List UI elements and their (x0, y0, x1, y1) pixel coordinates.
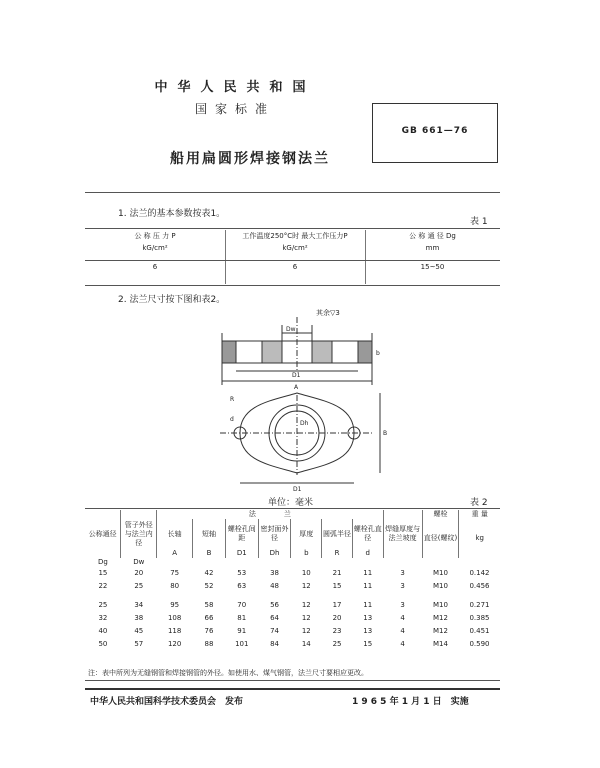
table-cell: 15 (363, 640, 373, 648)
table-2-header-thk: 厚度 (291, 519, 322, 549)
table-2-spacer (422, 558, 459, 567)
table-cell: 0.451 (469, 627, 490, 635)
roughness-note: 其余▽3 (316, 309, 340, 317)
table-2-spacer (322, 558, 353, 567)
table-cell: 38 (270, 569, 279, 577)
table-cell: 118 (167, 627, 182, 635)
table-2-symbol: R (322, 549, 353, 558)
table-1-cell: 6 (292, 263, 298, 271)
section-2-text: 2. 法兰尺寸按下图和表2。 (118, 295, 226, 305)
table-row (85, 625, 500, 638)
label-dw: Dw (286, 326, 296, 333)
table-2-label: 表 2 (470, 498, 488, 508)
table-cell: 20 (134, 569, 144, 577)
table-cell: 25 (134, 582, 144, 590)
table-cell: 0.456 (469, 582, 490, 590)
country-heading: 中华人民共和国 (154, 80, 316, 95)
table-2-symbol: B (193, 549, 226, 558)
table-2 (85, 510, 500, 651)
table-1-top-rule (85, 228, 500, 229)
table-cell: 21 (332, 569, 342, 577)
table-2-spacer (352, 558, 383, 567)
table-1-col-3-name: 公 称 通 径 Dg (409, 232, 456, 240)
table-cell: 12 (301, 582, 311, 590)
table-2-header-weight: 重 量 (471, 510, 488, 518)
document-title: 船用扁圆形焊接钢法兰 (170, 151, 330, 167)
table-2-header-r: 圆弧半径 (322, 519, 353, 549)
table-cell: 38 (134, 614, 144, 622)
label-d1-plan: D1 (293, 486, 302, 493)
table-cell: 64 (270, 614, 279, 622)
table-1 (85, 230, 500, 274)
table-2-symbol: A (157, 549, 193, 558)
table-cell: 66 (204, 614, 214, 622)
table-cell: M10 (433, 582, 448, 590)
table-1-cell: 15~50 (420, 263, 445, 271)
table-2-spacer (157, 558, 193, 567)
table-cell: 42 (204, 569, 214, 577)
table-cell: 74 (270, 627, 279, 635)
table-1-cell: 6 (152, 263, 158, 271)
table-cell: 15 (98, 569, 108, 577)
table-1-divider (365, 230, 366, 284)
table-1-unit-row (85, 242, 500, 254)
label-dh: Dh (300, 420, 309, 427)
table-2-header-flange: 法 兰 (157, 510, 383, 519)
table-cell: 80 (170, 582, 180, 590)
table-2-header-row (85, 510, 500, 519)
table-2-header-dg: 公称通径 (85, 510, 121, 558)
table-cell: 45 (134, 627, 144, 635)
table-cell: 91 (237, 627, 247, 635)
table-cell: 3 (400, 601, 405, 609)
table-1-col-2-unit: kG/cm² (282, 244, 308, 252)
footer-rule (85, 688, 500, 690)
table-cell: 13 (363, 614, 373, 622)
table-cell: 14 (301, 640, 311, 648)
label-d1-section: D1 (292, 372, 301, 379)
table-1-col-3-unit: mm (425, 244, 440, 252)
label-b-thickness: b (376, 350, 380, 357)
table-cell: 84 (270, 640, 279, 648)
table-cell: 120 (167, 640, 182, 648)
title-divider (85, 192, 500, 193)
table-cell: 57 (134, 640, 144, 648)
table-2-header-d1: 螺栓孔间距 (225, 519, 258, 549)
table-2-header-d: 螺栓孔直径 (352, 519, 383, 549)
table-2-spacer (383, 558, 422, 567)
table-cell: M12 (433, 627, 448, 635)
table-row (85, 580, 500, 593)
table-2-symbol: Dh (258, 549, 291, 558)
table-cell: 0.385 (469, 614, 490, 622)
section-1-text: 1. 法兰的基本参数按表1。 (118, 209, 226, 219)
table-cell: 108 (167, 614, 182, 622)
label-b: B (383, 430, 388, 437)
table-2-spacer (291, 558, 322, 567)
table-2-note: 注：表中所列为无缝钢管和焊接钢管的外径。如使用水、煤气钢管，法兰尺寸要相应更改。 (88, 669, 368, 677)
table-cell: 56 (270, 601, 279, 609)
label-d: d (230, 416, 234, 423)
table-row (85, 638, 500, 651)
table-cell: M10 (433, 569, 448, 577)
table-cell: 22 (98, 582, 108, 590)
table-cell: 34 (134, 601, 144, 609)
table-2-symbol-key-row (85, 558, 500, 567)
table-cell: 95 (170, 601, 180, 609)
table-2-header-a: 长轴 (157, 519, 193, 549)
table-cell: 4 (400, 640, 405, 648)
table-cell: 13 (363, 627, 373, 635)
table-cell: M10 (433, 601, 448, 609)
table-1-bottom-rule (85, 285, 500, 286)
table-2-spacer (459, 558, 500, 567)
table-cell: 3 (400, 582, 405, 590)
table-cell: 20 (332, 614, 342, 622)
table-2-symbol: D1 (225, 549, 258, 558)
unit-note: 单位：毫米 (268, 498, 314, 508)
table-2-header-weight-unit: kg (475, 534, 484, 542)
table-cell: 70 (237, 601, 247, 609)
table-cell: M14 (433, 640, 448, 648)
table-2-symbol: Dw (133, 558, 145, 566)
table-cell: 3 (400, 569, 405, 577)
table-cell: 23 (332, 627, 342, 635)
table-cell: 81 (237, 614, 247, 622)
table-2-header-dh: 密封面外径 (258, 519, 291, 549)
table-2-top-rule (85, 508, 500, 509)
table-cell: 50 (98, 640, 108, 648)
table-cell: M12 (433, 614, 448, 622)
standard-code-box (372, 103, 498, 163)
table-cell: 11 (363, 582, 373, 590)
table-cell: 0.590 (469, 640, 490, 648)
table-cell: 53 (237, 569, 247, 577)
table-cell: 52 (204, 582, 214, 590)
table-2-header-b: 短轴 (193, 519, 226, 549)
table-cell: 25 (332, 640, 342, 648)
table-1-col-2-name: 工作温度250°C时 最大工作压力P (242, 232, 348, 240)
table-row (85, 612, 500, 625)
table-cell: 10 (301, 569, 311, 577)
table-cell: 4 (400, 627, 405, 635)
table-2-symbol: d (352, 549, 383, 558)
table-cell: 0.271 (469, 601, 490, 609)
table-cell: 0.142 (469, 569, 490, 577)
table-cell: 48 (270, 582, 279, 590)
table-2-header-bolt-dia: 直径(螺纹) (422, 519, 459, 558)
table-row (85, 593, 500, 612)
table-2-body (85, 558, 500, 651)
table-cell: 11 (363, 569, 373, 577)
table-cell: 17 (332, 601, 342, 609)
table-1-data-row (85, 254, 500, 274)
flange-plan-view (220, 393, 380, 483)
table-2-symbol: Dg (98, 558, 108, 566)
table-cell: 101 (235, 640, 249, 648)
table-2-spacer (225, 558, 258, 567)
label-r: R (230, 396, 235, 403)
table-1-col-1-name: 公 称 压 力 P (134, 232, 176, 240)
standard-code: GB 661—76 (401, 126, 469, 136)
table-cell: 75 (170, 569, 180, 577)
table-cell: 12 (301, 627, 311, 635)
table-cell: 11 (363, 601, 373, 609)
footer-issuer: 中华人民共和国科学技术委员会 发布 (90, 697, 244, 707)
table-cell: 12 (301, 601, 311, 609)
table-cell: 40 (98, 627, 108, 635)
standard-type-heading: 国家标准 (194, 102, 275, 116)
table-cell: 76 (204, 627, 214, 635)
table-cell: 63 (237, 582, 247, 590)
table-2-header-dw: 管子外径与法兰内径 (121, 510, 157, 558)
table-cell: 58 (204, 601, 214, 609)
table-cell: 12 (301, 614, 311, 622)
table-cell: 32 (98, 614, 108, 622)
table-cell: 4 (400, 614, 405, 622)
table-cell: 25 (98, 601, 108, 609)
table-row (85, 567, 500, 580)
table-1-header-row (85, 230, 500, 242)
table-2-spacer (258, 558, 291, 567)
table-cell: 15 (332, 582, 342, 590)
table-2-spacer (193, 558, 226, 567)
table-2-symbol: b (291, 549, 322, 558)
table-1-mid-rule (85, 260, 500, 261)
table-cell: 88 (204, 640, 214, 648)
table-2-bottom-rule (85, 680, 500, 681)
table-1-col-1-unit: kG/cm² (142, 244, 168, 252)
footer-date: 1 9 6 5 年 1 月 1 日 实施 (352, 697, 469, 707)
table-1-label: 表 1 (470, 217, 488, 227)
table-1-divider (225, 230, 226, 284)
flange-drawing (200, 305, 400, 495)
table-2-header-k: 焊缝厚度与法兰坡度 (383, 510, 422, 558)
table-2-header-bolt: 螺栓 (422, 510, 459, 519)
label-a: A (294, 384, 299, 391)
